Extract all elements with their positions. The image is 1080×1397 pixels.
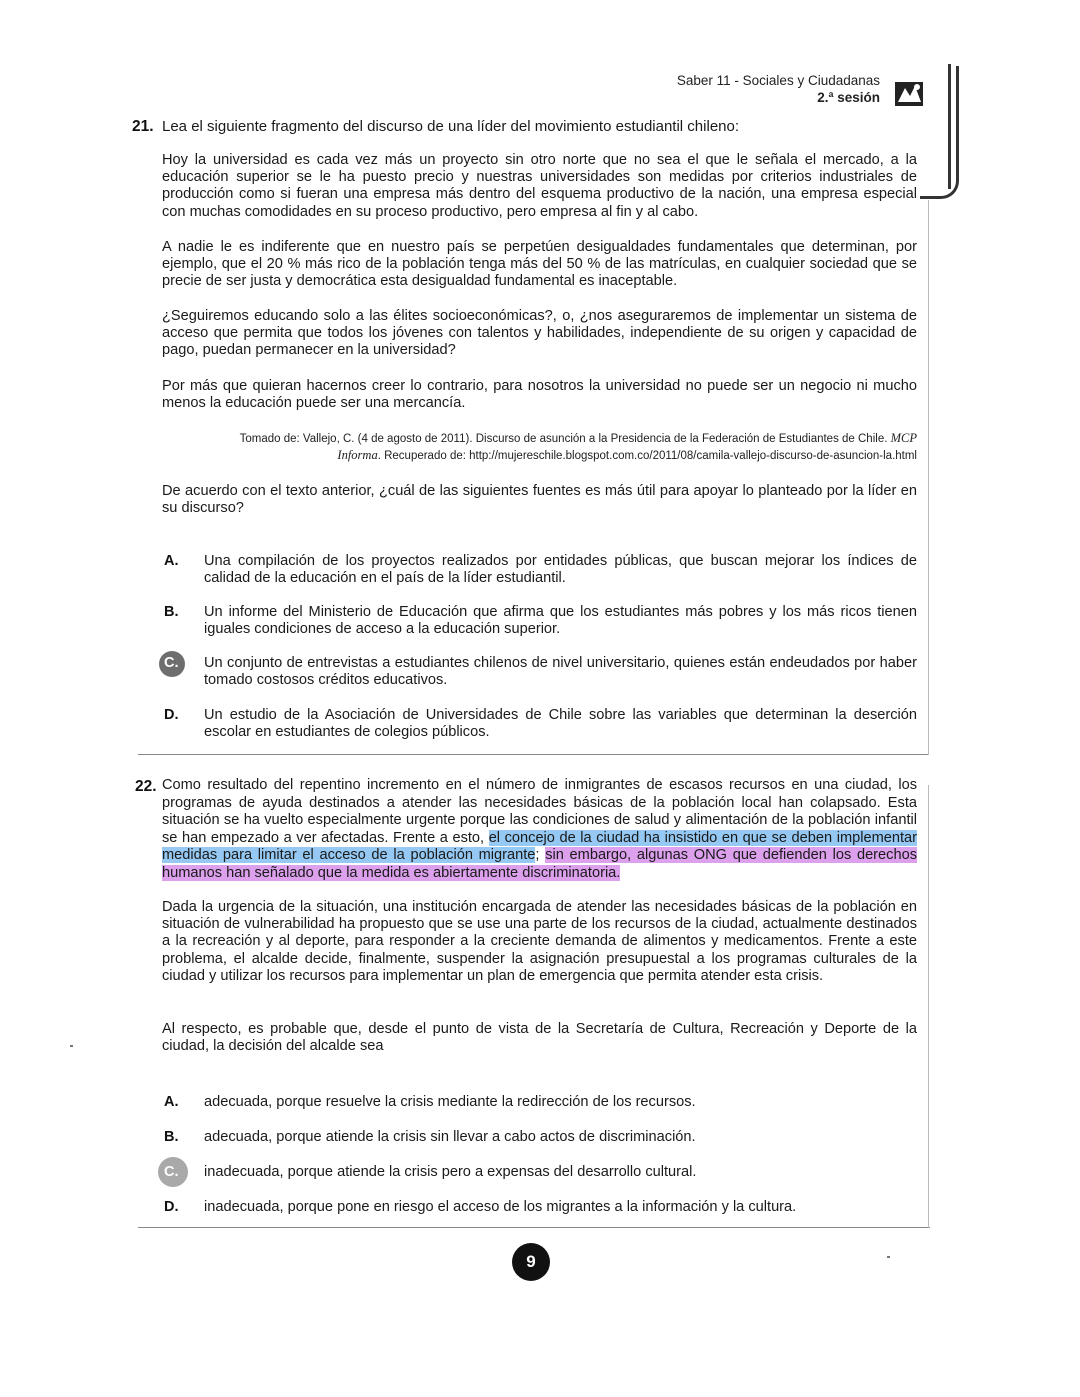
q21-source-citation	[195, 430, 917, 464]
header-title: Saber 11 - Sociales y Ciudadanas	[676, 73, 880, 88]
q21-paragraph-2: A nadie le es indiferente que en nuestro país se perpetúen desigualdades fundamentales que determinan, por ejemplo, que el 20 % más rico de la población tenga más del 50 % de las matrículas, en cualquier sociedad que se precie de ser justa y democrática esta desigualdad fundamental es inaceptable.	[162, 239, 917, 290]
q21-option-d[interactable]: Un estudio de la Asociación de Universidades de Chile sobre las variables que determinan la deserción escolar en estudiantes de colegios públicos.	[204, 707, 917, 741]
q22-paragraph-3: Al respecto, es probable que, desde el punto de vista de la Secretaría de Cultura, Recreación y Deporte de la ciudad, la decisión del alcalde sea	[162, 1021, 917, 1055]
source-mcp: MCP	[890, 431, 917, 445]
q22-option-a[interactable]: adecuada, porque resuelve la crisis mediante la redirección de los recursos.	[204, 1094, 696, 1110]
q21-question: De acuerdo con el texto anterior, ¿cuál de las siguientes fuentes es más útil para apoyar lo planteado por la líder en su discurso?	[162, 483, 917, 517]
q22-option-b-letter: B.	[164, 1129, 179, 1145]
q22-highlight-blue: el concejo de la ciudad ha insistido en que se deben implementar medidas para limitar el acceso de la población migrante	[162, 829, 918, 863]
right-rule-q22	[928, 785, 929, 1228]
q22-paragraph-2: Dada la urgencia de la situación, una institución encargada de atender las necesidades básicas de la población en situación de vulnerabilidad ha propuesto que se use una parte de los recursos de la ciudad, actualmente destinados a la recreación y al deporte, para responder a la creciente demanda de alimentos y medicamentos. Frente a este problema, el alcalde decide, finalmente, suspender la asignación presupuestal a los programas culturales de la ciudad y utilizar los recursos para implementar un plan de emergencia que permita atender esta crisis.	[162, 899, 917, 984]
right-rule-q21	[928, 200, 929, 755]
separator-q22	[138, 1227, 930, 1228]
q21-option-a[interactable]: Una compilación de los proyectos realizados por entidades públicas, que buscan mejorar los índices de calidad de la educación en el país de la líder estudiantil.	[204, 553, 917, 587]
q21-option-c-letter: C.	[164, 655, 179, 671]
q21-paragraph-1: Hoy la universidad es cada vez más un proyecto sin otro norte que no sea el que le señala el mercado, a la educación superior se le ha puesto precio y nuestras universidades son medidas por criterios industriales de producción como si fueran una empresa más dentro del esquema productivo de la nación, una empresa especial con muchas comodidades en su proceso productivo, pero empresa al fin y al cabo.	[162, 152, 917, 220]
header-session: 2.ª sesión	[817, 90, 880, 105]
q22-p1-text: Como resultado del repentino incremento en el número de inmigrantes de escasos recursos en una ciudad, los programas de ayuda destinados a atender las necesidades básicas de la población local han colapsado. Esta situación se ha vuelto especialmente urgente porque las condiciones de salud y alimentación de la población infantil se han empezado a ver afectadas. Frente a esto,	[162, 777, 917, 846]
q22-option-d[interactable]: inadecuada, porque pone en riesgo el acceso de los migrantes a la información y la cultura.	[204, 1199, 797, 1215]
q22-option-c-letter: C.	[164, 1164, 179, 1180]
binder-clip	[920, 66, 959, 199]
q21-paragraph-4: Por más que quieran hacernos creer lo contrario, para nosotros la universidad no puede ser un negocio ni mucho menos la educación puede ser una mercancía.	[162, 378, 917, 412]
q22-highlight-purple: sin embargo, algunas ONG que defienden los derechos humanos han señalado que la medida es abiertamente discriminatoria.	[162, 847, 917, 881]
q22-p1-mid: ;	[535, 847, 546, 863]
scan-speck	[887, 1256, 890, 1258]
question-21-prompt: Lea el siguiente fragmento del discurso de una líder del movimiento estudiantil chileno:	[162, 118, 740, 135]
q21-option-c[interactable]: Un conjunto de entrevistas a estudiantes chilenos de nivel universitario, quienes están endeudados por haber tomado costosos créditos educativos.	[204, 655, 917, 689]
q22-option-d-letter: D.	[164, 1199, 179, 1215]
q22-option-a-letter: A.	[164, 1094, 179, 1110]
page-header	[677, 72, 880, 106]
q21-paragraph-3: ¿Seguiremos educando solo a las élites socioeconómicas?, o, ¿nos aseguraremos de implementar un sistema de acceso que permita que todos los jóvenes con talentos y habilidades, independiente de su origen y capacidad de pago, puedan permanecer en la universidad?	[162, 308, 917, 359]
separator-q21	[138, 754, 928, 755]
q22-paragraph-1	[162, 777, 917, 882]
q21-option-b[interactable]: Un informe del Ministerio de Educación que afirma que los estudiantes más pobres y los más ricos tienen iguales condiciones de acceso a la educación superior.	[204, 604, 917, 638]
question-21-number: 21.	[132, 118, 154, 135]
question-22-number: 22.	[135, 778, 157, 795]
binder-clip-bar	[948, 64, 951, 189]
q21-option-b-letter: B.	[164, 604, 179, 620]
page-number: 9	[512, 1243, 550, 1281]
q22-option-b[interactable]: adecuada, porque atiende la crisis sin llevar a cabo actos de discriminación.	[204, 1129, 696, 1145]
q21-option-a-letter: A.	[164, 553, 179, 569]
q22-option-c[interactable]: inadecuada, porque atiende la crisis pero a expensas del desarrollo cultural.	[204, 1164, 697, 1180]
source-line-1: Tomado de: Vallejo, C. (4 de agosto de 2011). Discurso de asunción a la Presidencia de la Federación de Estudiantes de Chile.	[239, 433, 888, 445]
scan-speck	[70, 1045, 73, 1047]
source-line-2: . Recuperado de: http://mujereschile.blogspot.com.co/2011/08/camila-vallejo-discurso-de-asuncion-la.html	[377, 450, 917, 462]
source-informa: Informa	[337, 448, 378, 462]
q21-option-d-letter: D.	[164, 707, 179, 723]
